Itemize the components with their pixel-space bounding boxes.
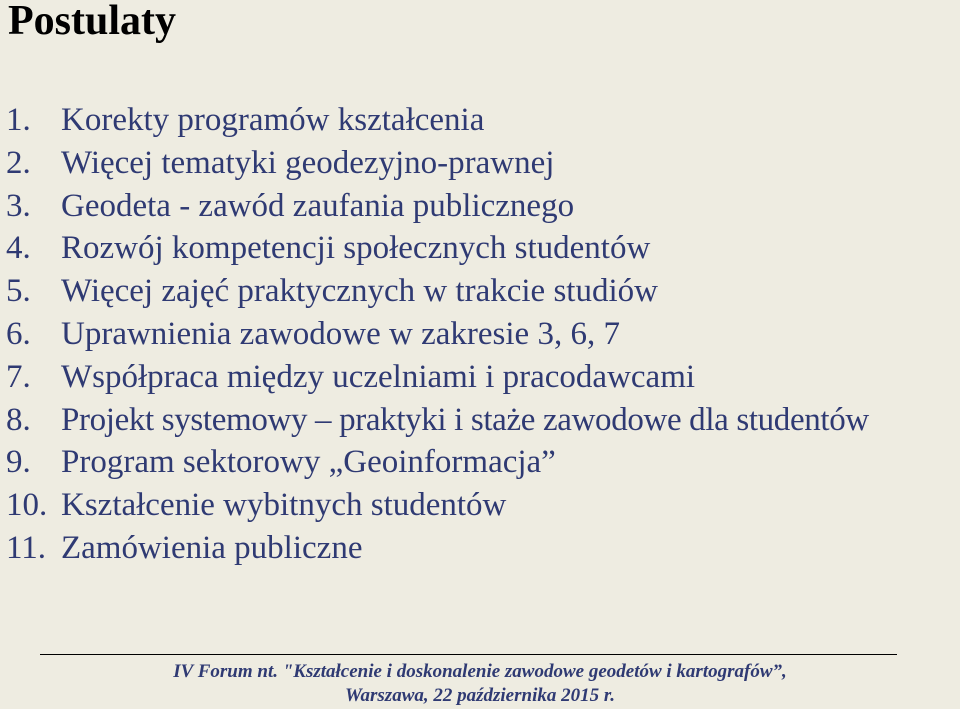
item-number: 2.	[6, 144, 31, 181]
item-number: 10.	[6, 487, 48, 524]
list-item	[0, 99, 960, 142]
list-item	[0, 441, 960, 484]
footer-divider	[40, 654, 897, 655]
postulates-list	[0, 99, 960, 570]
item-number: 9.	[6, 444, 31, 481]
item-number: 6.	[6, 315, 31, 352]
item-number: 8.	[6, 401, 31, 438]
list-item	[0, 270, 960, 313]
list-item	[0, 399, 960, 442]
list-item	[0, 356, 960, 399]
item-text: Współpraca między uczelniami i pracodawcami	[61, 358, 696, 395]
list-item	[0, 484, 960, 527]
list-item	[0, 527, 960, 570]
item-text: Korekty programów kształcenia	[61, 102, 485, 138]
item-number: 7.	[6, 358, 31, 395]
item-number: 1.	[6, 102, 31, 138]
slide-title: Postulaty	[8, 0, 176, 44]
item-text: Więcej zajęć praktycznych w trakcie studiów	[61, 273, 658, 310]
item-text: Program sektorowy „Geoinformacja”	[61, 444, 556, 481]
item-text: Kształcenie wybitnych studentów	[61, 487, 507, 524]
list-item	[0, 142, 960, 185]
item-text: Rozwój kompetencji społecznych studentów	[61, 230, 651, 267]
footer-place-date: Warszawa, 22 października 2015 r.	[345, 685, 615, 706]
item-number: 3.	[6, 187, 31, 224]
footer-event-title: IV Forum nt. "Kształcenie i doskonalenie zawodowe geodetów i kartografów”,	[173, 661, 787, 682]
item-text: Więcej tematyki geodezyjno-prawnej	[61, 144, 555, 181]
item-text: Zamówienia publiczne	[61, 529, 363, 566]
list-item	[0, 185, 960, 228]
list-item	[0, 227, 960, 270]
item-number: 4.	[6, 230, 31, 267]
item-text: Uprawnienia zawodowe w zakresie 3, 6, 7	[61, 315, 620, 352]
item-number: 11.	[6, 529, 47, 566]
list-item	[0, 313, 960, 356]
item-text: Projekt systemowy – praktyki i staże zawodowe dla studentów	[61, 401, 869, 438]
item-number: 5.	[6, 273, 31, 310]
item-text: Geodeta - zawód zaufania publicznego	[61, 187, 575, 224]
